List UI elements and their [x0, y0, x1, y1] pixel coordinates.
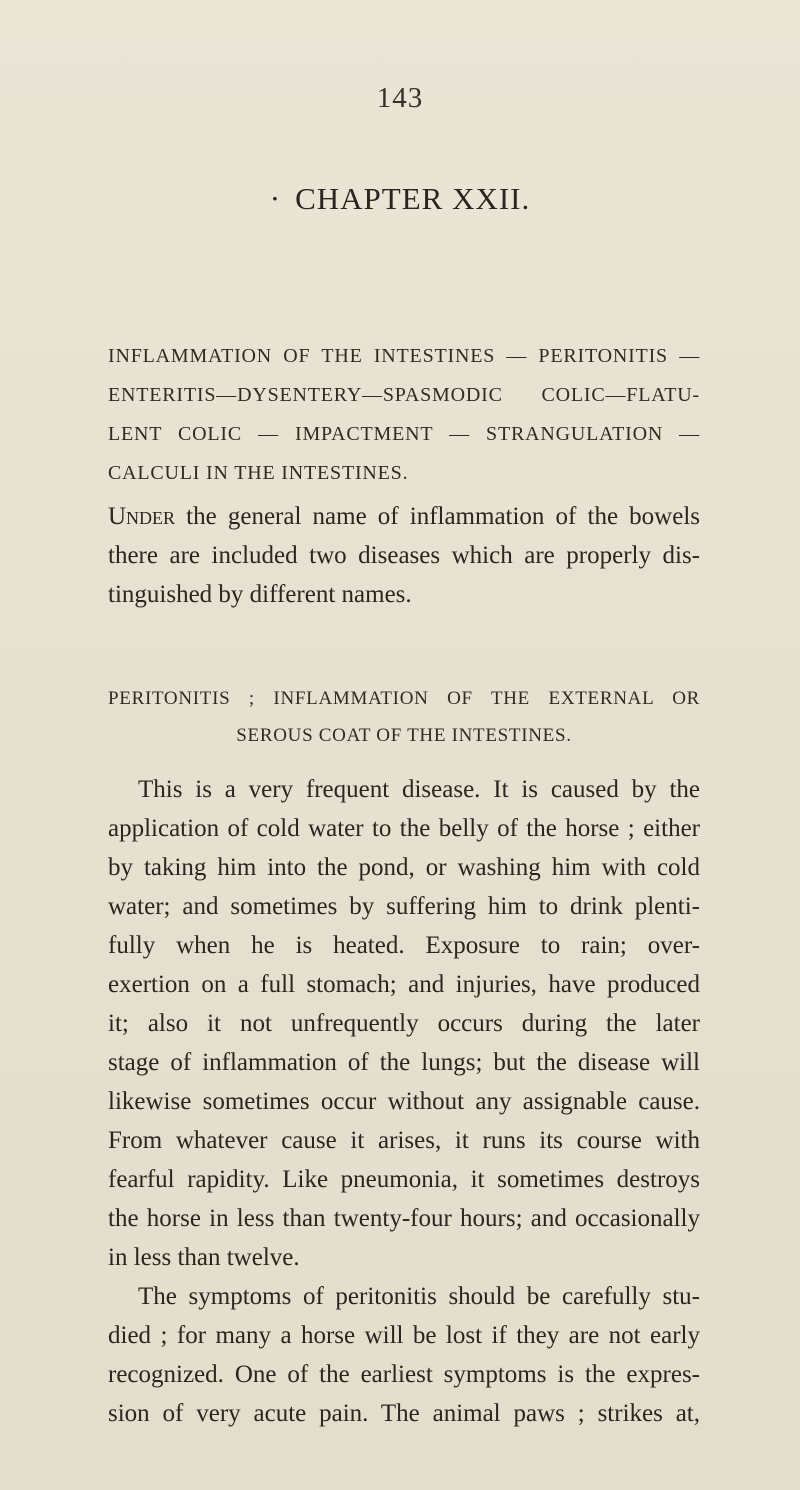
text-line: the horse in less than twenty-four hours; and occasionally	[108, 1205, 700, 1232]
text-line: application of cold water to the belly of the horse ; either	[108, 815, 700, 842]
page-number: 143	[376, 82, 424, 114]
text-line: likewise sometimes occur without any assignable cause.	[108, 1088, 700, 1115]
intro-paragraph	[108, 497, 700, 614]
text-line: water; and sometimes by suffering him to drink plenti-	[108, 893, 700, 920]
text-line: fearful rapidity. Like pneumonia, it sometimes destroys	[108, 1166, 700, 1193]
chapter-heading	[0, 181, 800, 217]
text-line: it; also it not unfrequently occurs during the later	[108, 1010, 700, 1037]
text-line: From whatever cause it arises, it runs its course with	[108, 1127, 700, 1154]
text-line: fully when he is heated. Exposure to rain; over-	[108, 932, 700, 959]
text-line: in less than twelve.	[108, 1244, 300, 1271]
text-line: died ; for many a horse will be lost if they are not early	[108, 1322, 700, 1349]
section-heading-line: PERITONITIS ; INFLAMMATION OF THE EXTERNAL OR	[108, 688, 700, 709]
text-line: exertion on a full stomach; and injuries, have produced	[108, 971, 700, 998]
chapter-marker: ·	[269, 181, 282, 216]
text-line: This is a very frequent disease. It is caused by the	[138, 776, 700, 803]
chapter-title: CHAPTER XXII.	[295, 181, 531, 216]
text-line: stage of inflammation of the lungs; but the disease will	[108, 1049, 700, 1076]
text-line: sion of very acute pain. The animal paws ; strikes at,	[108, 1400, 700, 1427]
text-line	[108, 497, 700, 536]
contents-line: INFLAMMATION OF THE INTESTINES — PERITONITIS —	[108, 345, 700, 367]
contents-line: CALCULI IN THE INTESTINES.	[108, 462, 409, 484]
text-line: tinguished by different names.	[108, 581, 412, 608]
intro-line-rest: the general name of inflammation of the bowels	[175, 503, 700, 530]
section-heading-line: SEROUS COAT OF THE INTESTINES.	[236, 725, 572, 746]
chapter-contents	[108, 337, 700, 493]
text-line: recognized. One of the earliest symptoms is the expres-	[108, 1361, 700, 1388]
contents-line: ENTERITIS—DYSENTERY—SPASMODIC COLIC—FLATU-	[108, 384, 700, 406]
text-line: there are included two diseases which are properly dis-	[108, 542, 700, 569]
section-heading	[108, 680, 700, 754]
text-line: The symptoms of peritonitis should be carefully stu-	[138, 1283, 700, 1310]
text-line: by taking him into the pond, or washing him with cold	[108, 854, 700, 881]
body-text	[108, 770, 700, 1433]
intro-first-word: Under	[108, 503, 176, 530]
contents-line: LENT COLIC — IMPACTMENT — STRANGULATION —	[108, 423, 700, 445]
